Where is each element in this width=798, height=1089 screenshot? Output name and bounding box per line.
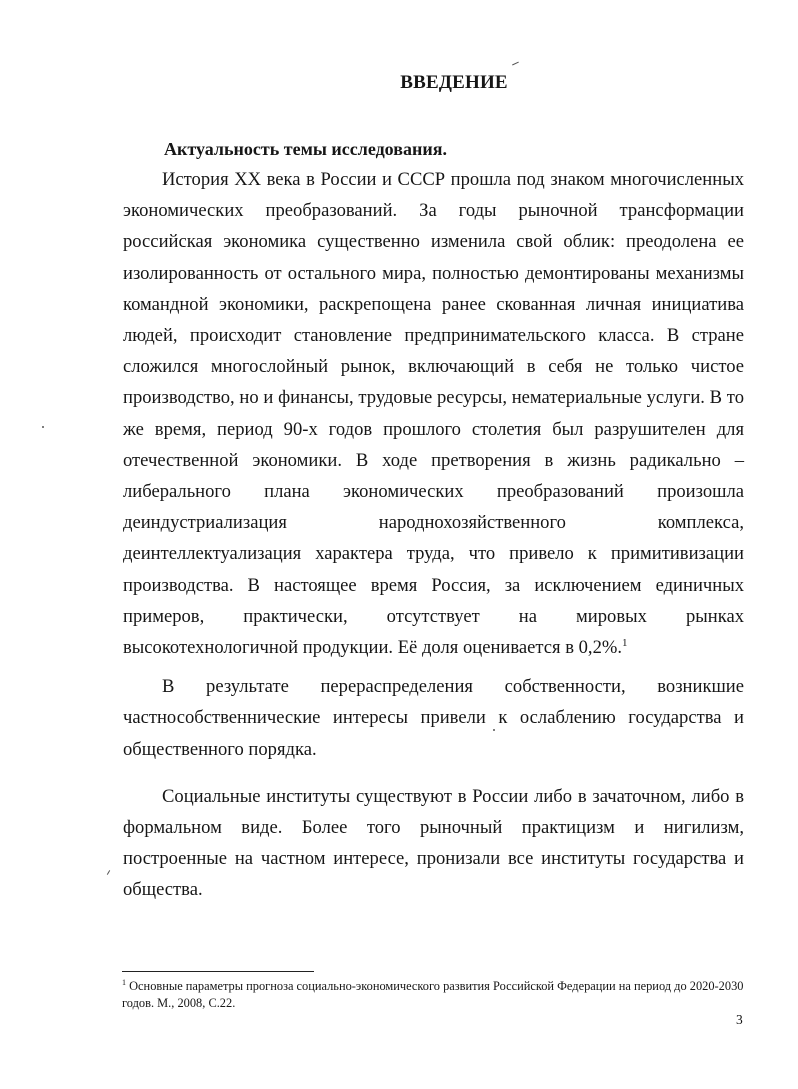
scan-speck bbox=[107, 870, 110, 875]
page-heading: ВВЕДЕНИЕ bbox=[400, 72, 508, 93]
scan-speck bbox=[512, 62, 519, 66]
page-number: 3 bbox=[736, 1012, 743, 1027]
paragraph-1-text: История XX века в России и СССР прошла под знаком многочисленных экономических преобразований. За годы рыночной трансформации российская экономика существенно изменила свой облик: преодолена ее изолированность от остального мира, полностью демонтированы механизмы командной экономики, раскрепощена ранее скованная личная инициатива людей, происходит становление предпринимательского класса. В стране сложился многослойный рынок, включающий в себя не только чистое производство, но и финансы, трудовые ресурсы, нематериальные услуги. В то же время, период 90-х годов прошлого столетия был разрушителен для отечественной экономики. В ходе претворения в жизнь радикально – либерального плана экономических преобразований произошла деиндустриализация народнохозяйственного комплекса, деинтеллектуализация характера труда, что привело к примитивизации производства. В настоящее время Россия, за исключением единичных примеров, практически, отсутствует на мировых рынках высокотехнологичной продукции. Её доля оценивается в 0,2%. bbox=[123, 169, 744, 659]
footnote-divider bbox=[122, 971, 314, 972]
footnote-text: Основные параметры прогноза социально-экономического развития Российской Федерации на период до 2020-2030 годов. М., 2008, С.22. bbox=[122, 979, 744, 1010]
footnote bbox=[122, 978, 746, 1012]
paragraph-3: Социальные институты существуют в России либо в зачаточном, либо в формальном виде. Более того рыночный практицизм и нигилизм, построенные на частном интересе, пронизали все институты государства и общества. bbox=[123, 785, 744, 901]
scan-speck bbox=[493, 729, 495, 731]
paragraph-2: В результате перераспределения собственности, возникшие частнособственнические интересы привели к ослаблению государства и общественного порядка. bbox=[123, 676, 744, 760]
section-subheading: Актуальность темы исследования. bbox=[164, 139, 447, 159]
footnote-mark: 1 bbox=[122, 977, 126, 987]
scan-speck bbox=[42, 426, 44, 428]
footnote-reference: 1 bbox=[622, 636, 628, 649]
paragraph-1 bbox=[123, 164, 744, 663]
body-text bbox=[123, 164, 744, 906]
